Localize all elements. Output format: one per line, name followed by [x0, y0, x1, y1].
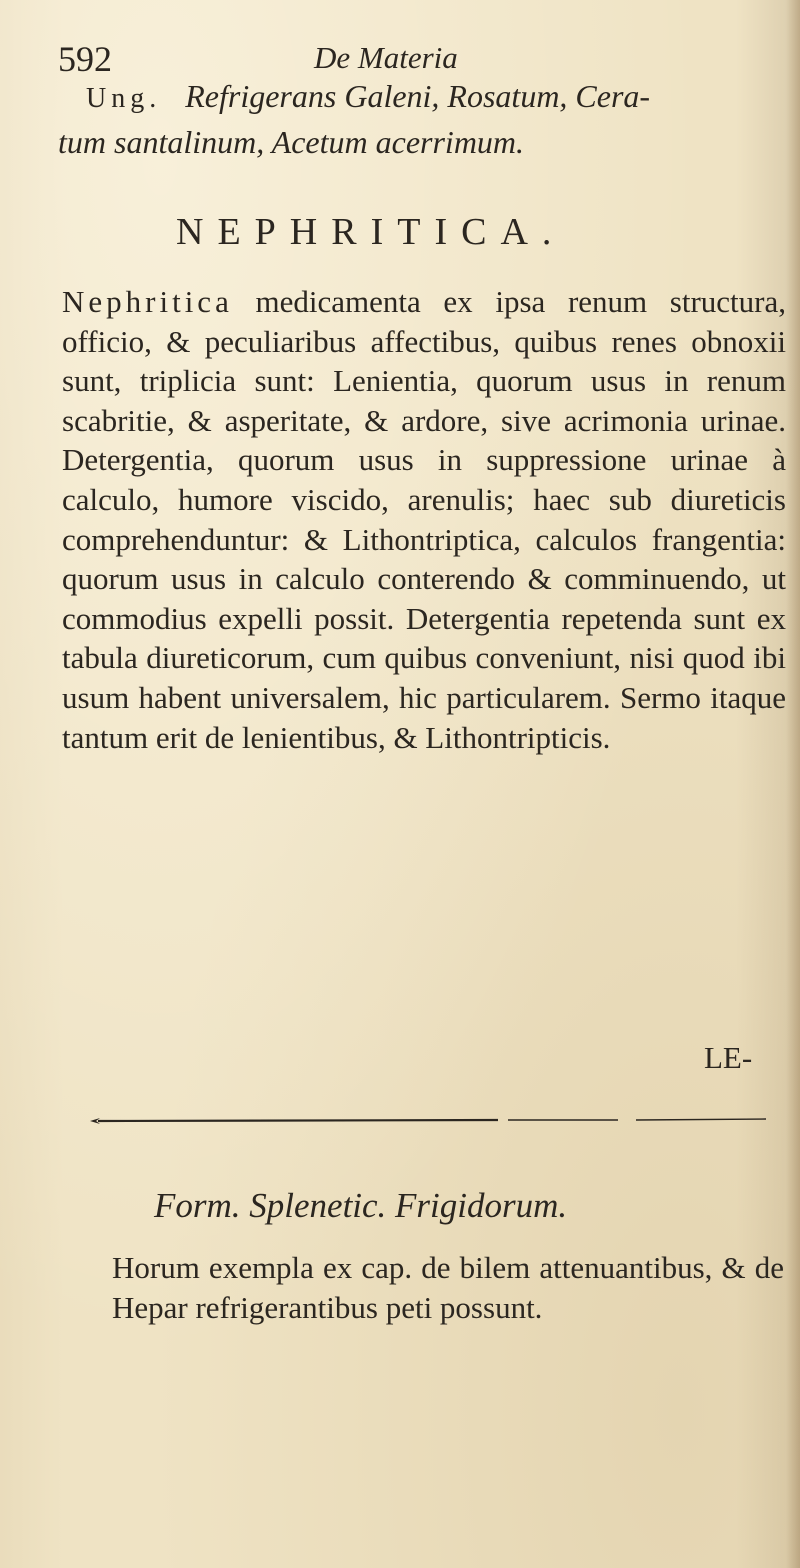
subsection-title: Form. Splenetic. Frigidorum.	[154, 1186, 568, 1225]
top-line-2: tum santalinum, Acetum acerrimum.	[58, 124, 525, 160]
top-line-1-rest: Refrigerans Galeni, Rosatum, Cera-	[185, 78, 651, 114]
running-head: De Materia	[314, 40, 458, 75]
page-header	[58, 34, 758, 84]
section-divider-rule	[88, 1114, 768, 1128]
paragraph-nephritica	[62, 282, 786, 757]
page-number: 592	[58, 39, 112, 79]
page-edge-shadow	[786, 0, 800, 1568]
catchword: LE-	[704, 1040, 753, 1075]
paragraph-splenetic	[112, 1248, 784, 1328]
paragraph-lead: Nephritica	[62, 284, 233, 319]
top-line-1-lead: Ung.	[86, 83, 162, 114]
paragraph-text: medicamenta ex ipsa renum structura, officio, & peculiaribus affectibus, quibus renes obnoxii sunt, triplicia sunt: Lenientia, quorum usus in renum scabritie, & asperitate, & ardore, sive acrimonia urinae. Detergentia, quorum usus in suppressione urinae à calculo, humore viscido, arenulis; haec sub diureticis comprehenduntur: & Lithontriptica, calculos frangentia: quorum usus in calculo conterendo & comminuendo, ut commodius expelli possit. Detergentia repetenda sunt ex tabula diureticorum, cum quibus conveniunt, nisi quod ibi usum habent universalem, hic particularem. Sermo itaque tantum erit de lenientibus, & Lithontripticis.	[62, 284, 787, 755]
section-title: NEPHRITICA.	[176, 211, 566, 253]
subsection-text: Horum exempla ex cap. de bilem attenuantibus, & de Hepar refrigerantibus peti possunt.	[112, 1250, 784, 1325]
top-line-1	[86, 78, 786, 117]
